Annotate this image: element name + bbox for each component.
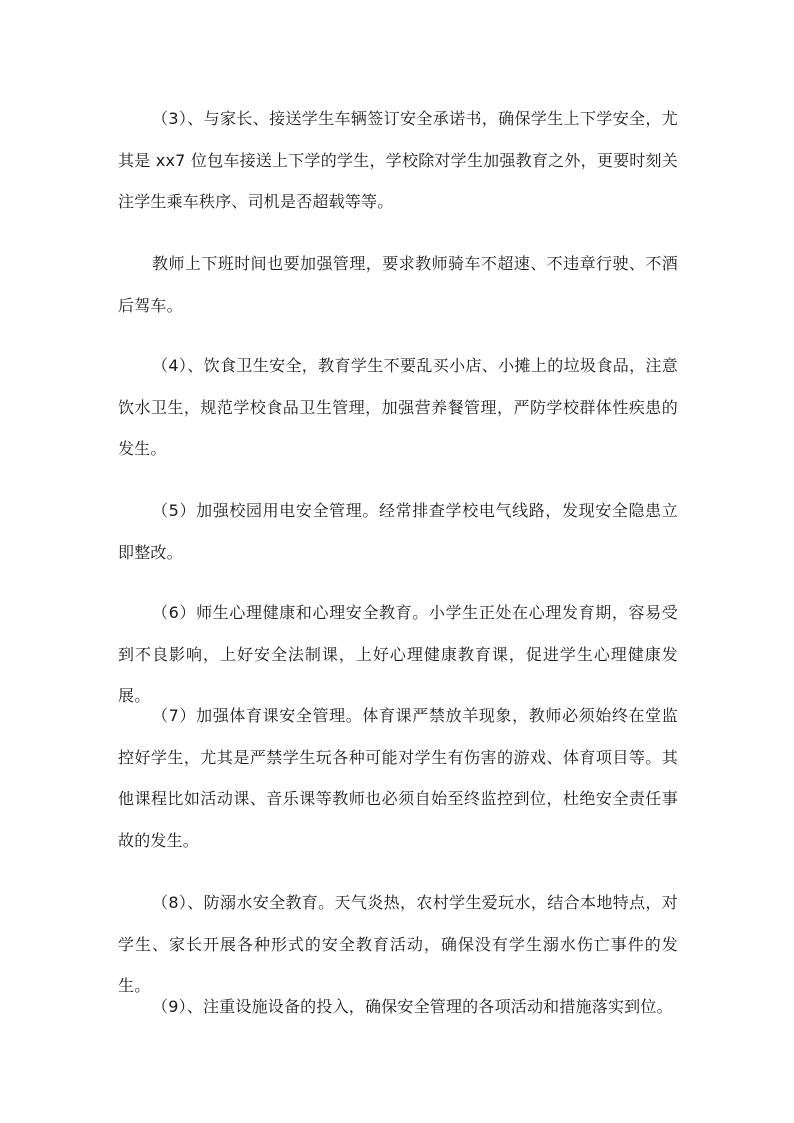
paragraph-item-3: （3）、与家长、接送学生车辆签订安全承诺书，确保学生上下学安全，尤其是 xx7 位包车接送上下学的学生，学校除对学生加强教育之外，更要时刻关注学生乘车秩序、司机是否超载等等。 [118,109,678,211]
paragraph-item-8: （8）、防溺水安全教育。天气炎热，农村学生爱玩水，结合本地特点，对学生、家长开展各种形式的安全教育活动，确保没有学生溺水伤亡事件的发生。 [118,893,678,995]
paragraph-item-4: （4）、饮食卫生安全，教育学生不要乱买小店、小摊上的垃圾食品，注意饮水卫生，规范学校食品卫生管理，加强营养餐管理，严防学校群体性疾患的发生。 [118,356,678,458]
paragraph-item-7: （7）加强体育课安全管理。体育课严禁放羊现象，教师必须始终在堂监控好学生，尤其是严禁学生玩各种可能对学生有伤害的游戏、体育项目等。其他课程比如活动课、音乐课等教师也必须自始至终监控到位，杜绝安全责任事故的发生。 [118,706,678,850]
paragraph-item-9: （9）、注重设施设备的投入，确保安全管理的各项活动和措施落实到位。 [152,997,673,1016]
paragraph-item-5: （5）加强校园用电安全管理。经常排查学校电气线路，发现安全隐患立即整改。 [118,501,678,562]
paragraph-item-6: （6）师生心理健康和心理安全教育。小学生正处在心理发育期，容易受到不良影响，上好安全法制课，上好心理健康教育课，促进学生心理健康发展。 [118,603,678,705]
paragraph-teacher-commute: 教师上下班时间也要加强管理，要求教师骑车不超速、不违章行驶、不酒后驾车。 [118,254,678,315]
